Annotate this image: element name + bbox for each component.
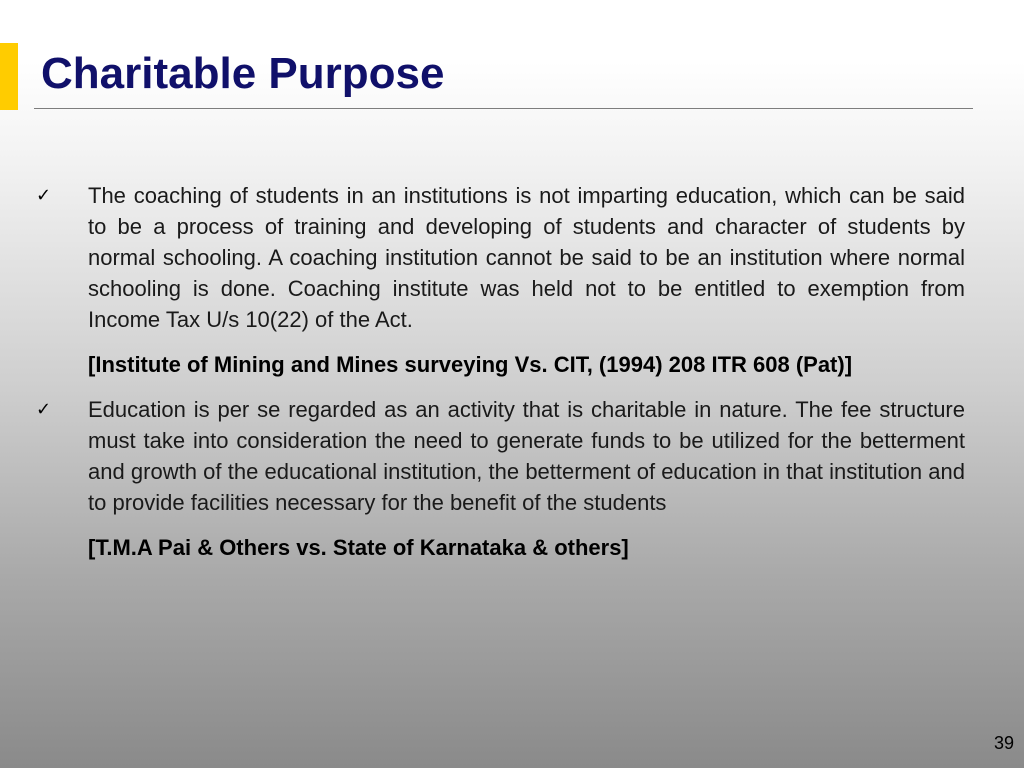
- bullet-text: Education is per se regarded as an activity that is charitable in nature. The fee structure must take into consideration the need to generate funds to be utilized for the betterment and growth of the educational institution, the betterment of education in that institution and to provide facilities necessary for the benefit of the students: [88, 397, 965, 515]
- checkmark-icon: ✓: [36, 185, 52, 206]
- bullet-item: [34, 180, 965, 335]
- title-accent-bar: [0, 43, 18, 110]
- case-citation: [Institute of Mining and Mines surveying Vs. CIT, (1994) 208 ITR 608 (Pat)]: [88, 352, 853, 377]
- slide-content: [34, 180, 965, 563]
- bullet-text: The coaching of students in an institutions is not imparting education, which can be said to be a process of training and developing of students and character of students by normal schooling. A coaching institution cannot be said to be an institution where normal schooling is done. Coaching institute was held not to be entitled to exemption from Income Tax U/s 10(22) of the Act.: [88, 183, 965, 332]
- slide-title: Charitable Purpose: [41, 49, 445, 98]
- case-citation: [T.M.A Pai & Others vs. State of Karnataka & others]: [88, 535, 629, 560]
- title-divider: [34, 108, 973, 109]
- checkmark-icon: ✓: [36, 399, 52, 420]
- bullet-item: [34, 394, 965, 518]
- page-number: 39: [993, 733, 1014, 753]
